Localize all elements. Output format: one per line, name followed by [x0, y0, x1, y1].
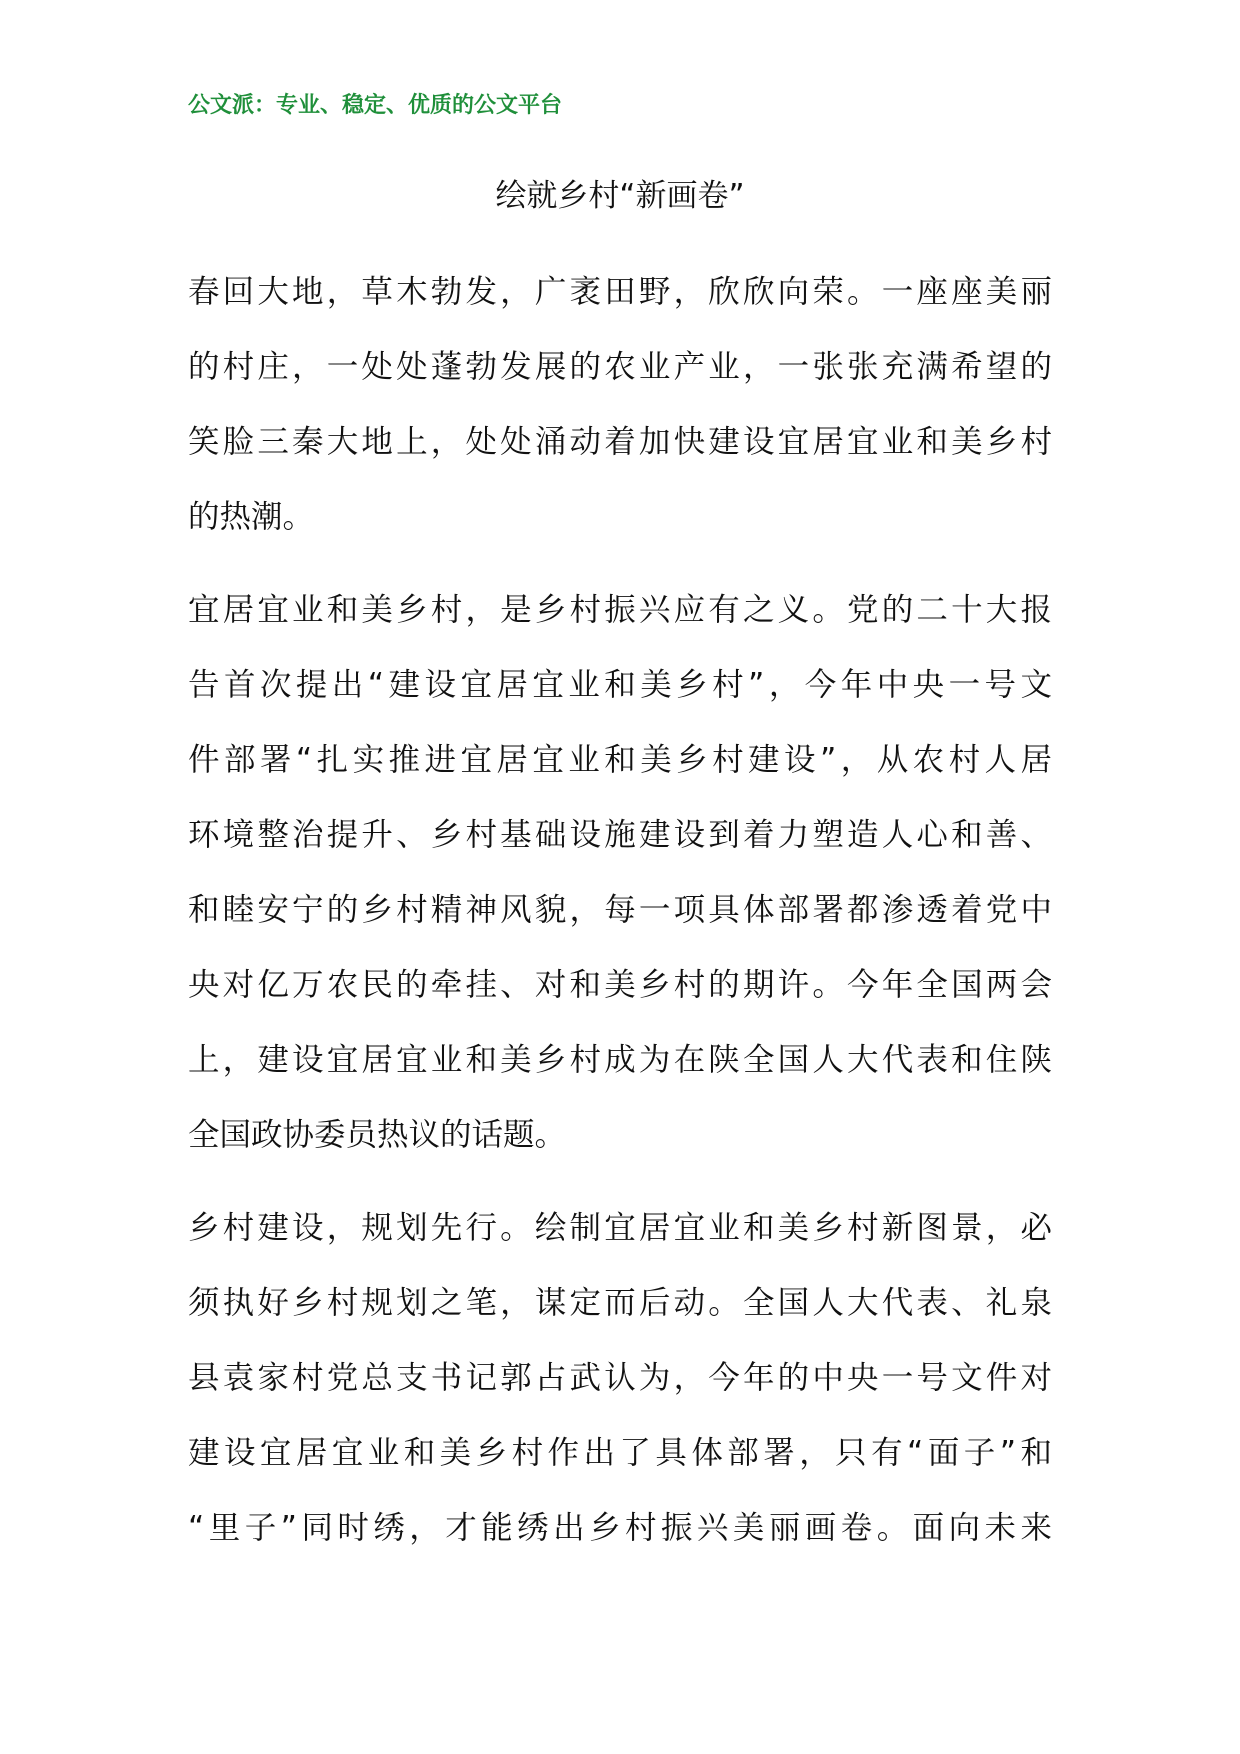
paragraph-line: 上，建设宜居宜业和美乡村成为在陕全国人大代表和住陕: [188, 1042, 1052, 1078]
platform-banner: 公文派：专业、稳定、优质的公文平台: [188, 93, 563, 118]
paragraph-line: 的村庄，一处处蓬勃发展的农业产业，一张张充满希望的: [188, 349, 1052, 385]
paragraph-line: 春回大地，草木勃发，广袤田野，欣欣向荣。一座座美丽: [188, 274, 1052, 310]
paragraph-line: 告首次提出“建设宜居宜业和美乡村”，今年中央一号文: [188, 667, 1052, 703]
paragraph-line: 县袁家村党总支书记郭占武认为，今年的中央一号文件对: [188, 1360, 1052, 1396]
paragraph-line: “里子”同时绣，才能绣出乡村振兴美丽画卷。面向未来: [188, 1510, 1052, 1546]
paragraph-line: 和睦安宁的乡村精神风貌，每一项具体部署都渗透着党中: [188, 892, 1052, 928]
paragraph-2: [188, 580, 1052, 1180]
paragraph-line: 建设宜居宜业和美乡村作出了具体部署，只有“面子”和: [188, 1435, 1052, 1471]
paragraph-line: 件部署“扎实推进宜居宜业和美乡村建设”，从农村人居: [188, 742, 1052, 778]
paragraph-line: 环境整治提升、乡村基础设施建设到着力塑造人心和善、: [188, 817, 1052, 853]
document-title: 绘就乡村“新画卷”: [495, 178, 745, 214]
paragraph-line: 的热潮。: [188, 499, 315, 535]
paragraph-line: 笑脸三秦大地上，处处涌动着加快建设宜居宜业和美乡村: [188, 424, 1052, 460]
document-body: [188, 262, 1052, 1591]
paragraph-1: [188, 262, 1052, 562]
paragraph-3: [188, 1198, 1052, 1573]
paragraph-line: 全国政协委员热议的话题。: [188, 1117, 567, 1153]
paragraph-line: 宜居宜业和美乡村，是乡村振兴应有之义。党的二十大报: [188, 592, 1052, 628]
paragraph-line: 央对亿万农民的牵挂、对和美乡村的期许。今年全国两会: [188, 967, 1052, 1003]
paragraph-line: 乡村建设，规划先行。绘制宜居宜业和美乡村新图景，必: [188, 1210, 1052, 1246]
paragraph-line: 须执好乡村规划之笔，谋定而后动。全国人大代表、礼泉: [188, 1285, 1052, 1321]
